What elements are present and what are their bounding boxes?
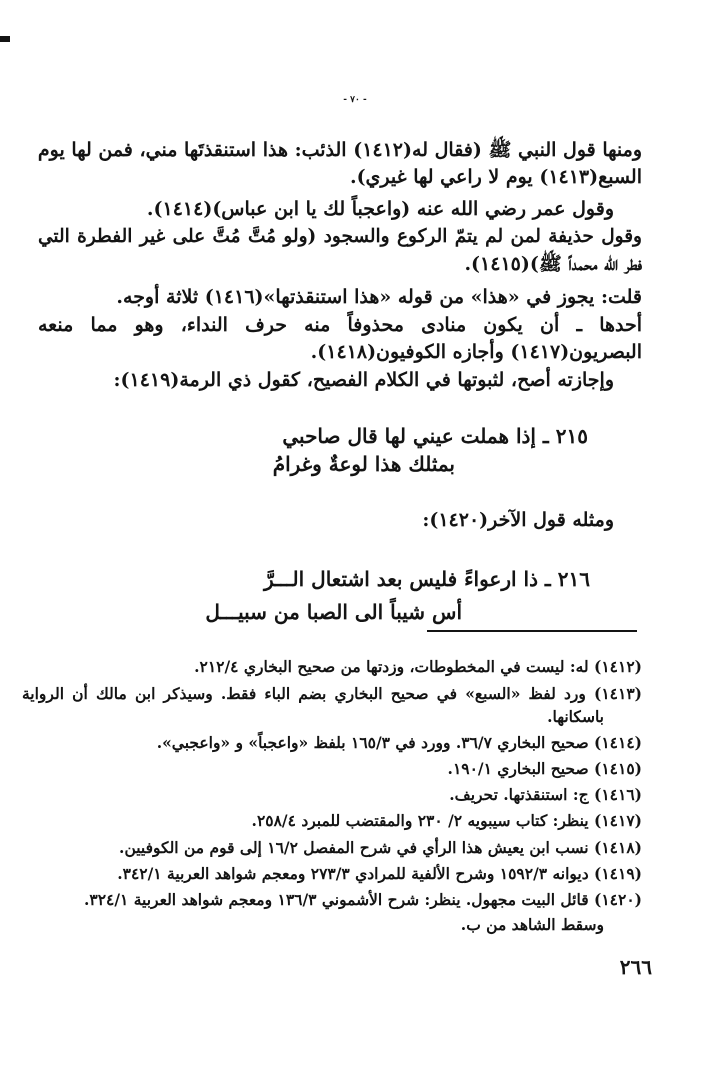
footnote-1419: (١٤١٩) ديوانه ١٥٩٢/٣ وشرح الألفية للمرادي ٢٧٣/٣ ومعجم شواهد العربية ٣٤٢/١. [117,864,642,883]
verse-215-first-hemistich: ٢١٥ ـ إذا هملت عيني لها قال صاحبي [282,424,588,448]
footnote-separator [427,630,637,632]
body-line-7: أحدها ـ أن يكون منادى محذوفاً منه حرف النداء، وهو مما منعه [38,314,642,336]
footnote-1417: (١٤١٧) ينظر: كتاب سيبويه ٢/ ٢٣٠ والمقتضب للمبرد ٢٥٨/٤. [251,811,642,830]
footnote-1420-continued: وسقط الشاهد من ب. [460,915,604,934]
body-line-2: السبع(١٤١٣) يوم لا راعي لها غيري). [349,166,642,188]
footnote-1413: (١٤١٣) ورد لفظ «السبع» في صحيح البخاري بضم الباء فقط. وسيذكر ابن مالك أن الرواية [22,684,642,703]
body-line-3: وقول عمر رضي الله عنه (واعجباً لك يا ابن عباس)(١٤١٤). [146,198,614,220]
footnote-1415: (١٤١٥) صحيح البخاري ١٩٠/١. [447,759,642,778]
body-line-6: قلت: يجوز في «هذا» من قوله «هذا استنقذتها»(١٤١٦) ثلاثة أوجه. [116,286,642,308]
section-number: - ٧٠ - [343,95,367,105]
page-number: ٢٦٦ [619,955,652,979]
scan-edge-mark [0,36,10,42]
body-line-1: ومنها قول النبي ﷺ (فقال له(١٤١٢) الذئب: هذا استنقذتَها مني، فمن لها يوم [37,139,642,161]
footnote-1412: (١٤١٢) له: ليست في المخطوطات، وزدتها من صحيح البخاري ٢١٢/٤. [194,657,642,676]
verse-215-second-hemistich: بمثلك هذا لوعةٌ وغرامُ [272,452,455,476]
body-line-9: وإجازته أصح، لثبوتها في الكلام الفصيح، كقول ذي الرمة(١٤١٩): [113,369,614,391]
body-line-4: وقول حذيفة لمن لم يتمّ الركوع والسجود (ولو مُتَّ مُتَّ على غير الفطرة التي [38,226,642,247]
verse-216-intro: ومثله قول الآخر(١٤٢٠): [422,509,614,531]
footnote-1416: (١٤١٦) ج: استنقذتها. تحريف. [449,785,642,804]
footnote-1420: (١٤٢٠) قائل البيت مجهول. ينظر: شرح الأشموني ١٣٦/٣ ومعجم شواهد العربية ٣٢٤/١. [83,890,642,909]
body-line-5: فطر الله محمداً ﷺ)(١٤١٥). [464,253,642,275]
body-line-8: البصريون(١٤١٧) وأجازه الكوفيون(١٤١٨). [310,341,642,363]
footnote-1413-continued: باسكانها. [547,707,604,726]
verse-216-second-hemistich: أس شيباً الى الصبا من سبيـــل [205,600,462,624]
footnote-1414: (١٤١٤) صحيح البخاري ٣٦/٧. وورد في ١٦٥/٣ بلفظ «واعجباً» و «واعجبي». [156,733,642,752]
footnote-1418: (١٤١٨) نسب ابن يعيش هذا الرأي في شرح المفصل ١٦/٢ إلى قوم من الكوفيين. [119,838,642,857]
verse-216-first-hemistich: ٢١٦ ـ ذا ارعواءً فليس بعد اشتعال الـــرَّ [263,567,590,591]
